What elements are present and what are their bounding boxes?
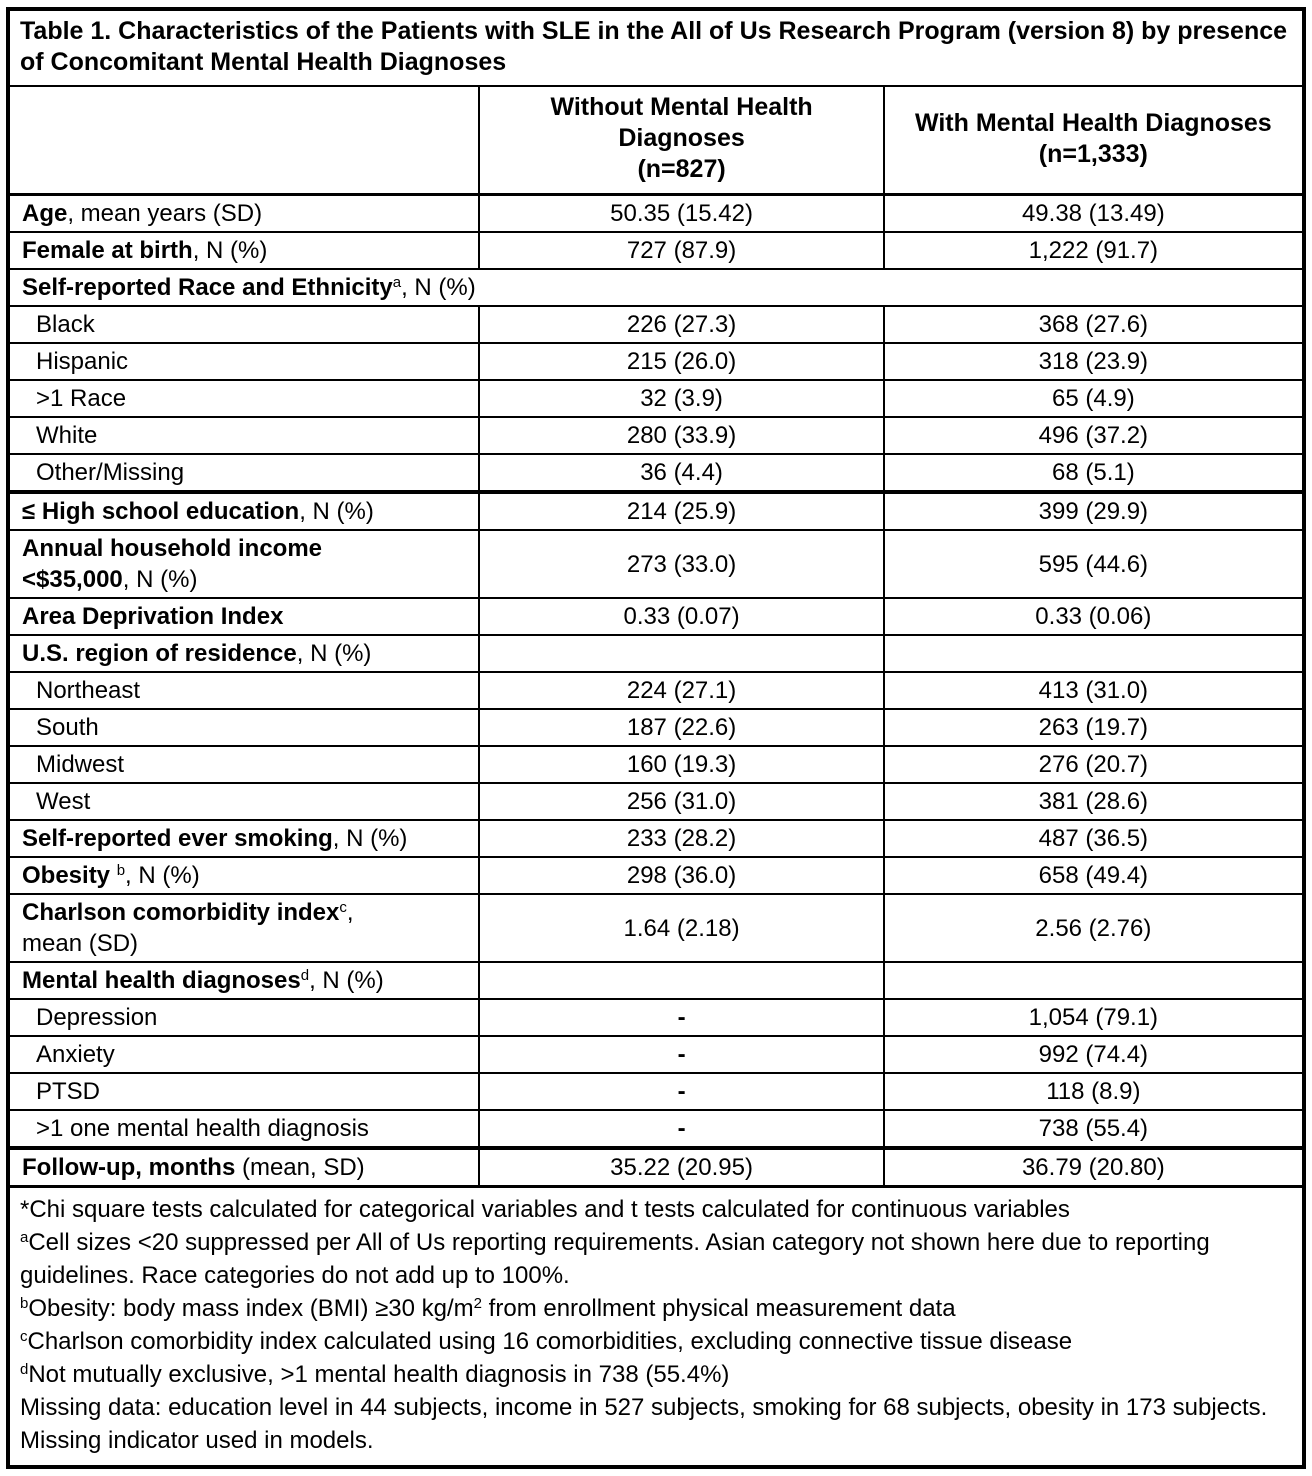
table-row (8, 417, 1304, 454)
text-segment: *Chi square tests calculated for categorical variables and t tests calculated for continuous variables (20, 1196, 1070, 1223)
superscript-marker: a (392, 273, 402, 291)
table-row (8, 1148, 1304, 1187)
table-row (8, 1036, 1304, 1073)
cell-value: 36.79 (20.80) (884, 1148, 1304, 1187)
row-label (8, 709, 479, 746)
cell-value: 32 (3.9) (479, 380, 883, 417)
row-label (8, 232, 479, 269)
text-segment: Self-reported Race and Ethnicity (22, 274, 393, 301)
text-segment: Northeast (36, 677, 141, 704)
table-row (8, 269, 1304, 306)
cell-value: 35.22 (20.95) (479, 1148, 883, 1187)
cell-value: 2.56 (2.76) (884, 894, 1304, 962)
cell-value (479, 962, 883, 999)
cell-value: 263 (19.7) (884, 709, 1304, 746)
text-segment: Follow-up, months (22, 1154, 236, 1181)
cell-value: 233 (28.2) (479, 820, 883, 857)
missing-value-dash: - (677, 1041, 686, 1068)
row-label (8, 1073, 479, 1110)
text-segment: White (36, 422, 98, 449)
text-segment: Charlson comorbidity index calculated using 16 comorbidities, excluding connective tissue disease (27, 1328, 1073, 1355)
text-segment: >1 one mental health diagnosis (36, 1115, 369, 1142)
cell-value (479, 1036, 883, 1073)
table-row (8, 635, 1304, 672)
table-row (8, 672, 1304, 709)
row-label (8, 999, 479, 1036)
text-segment: mean (SD) (22, 930, 139, 957)
column-header-row (8, 86, 1304, 195)
cell-value: 298 (36.0) (479, 857, 883, 894)
table-row (8, 783, 1304, 820)
cell-value: 487 (36.5) (884, 820, 1304, 857)
row-label (8, 1036, 479, 1073)
table-row (8, 598, 1304, 635)
text-segment: Mental health diagnoses (22, 967, 301, 994)
text-segment: ≤ High school education (22, 498, 300, 525)
cell-value: 118 (8.9) (884, 1073, 1304, 1110)
row-label (8, 857, 479, 894)
text-segment: , N (%) (309, 967, 384, 994)
cell-value: 276 (20.7) (884, 746, 1304, 783)
superscript-marker: c (20, 1327, 28, 1345)
cell-value: 738 (55.4) (884, 1110, 1304, 1148)
cell-value: 280 (33.9) (479, 417, 883, 454)
table-row (8, 709, 1304, 746)
text-segment: U.S. region of residence (22, 640, 297, 667)
text-segment: Midwest (36, 751, 125, 778)
table-row (8, 195, 1304, 233)
table-row (8, 380, 1304, 417)
cell-value: 1,222 (91.7) (884, 232, 1304, 269)
text-segment: Obesity: body mass index (BMI) ≥30 kg/m (28, 1295, 474, 1322)
text-segment: Black (36, 311, 95, 338)
row-label (8, 380, 479, 417)
cell-value: 226 (27.3) (479, 306, 883, 343)
text-segment (110, 862, 117, 889)
row-label (8, 492, 479, 530)
row-label (8, 1110, 479, 1148)
column-header-n: (n=827) (637, 155, 726, 183)
header-corner-cell (8, 86, 479, 195)
table-row (8, 820, 1304, 857)
text-segment: Annual household income (22, 535, 323, 562)
table-title: Table 1. Characteristics of the Patients with SLE in the All of Us Research Program (version 8) by presence of Concomitant Mental Health Diagnoses (8, 9, 1304, 86)
table-row (8, 746, 1304, 783)
table-row (8, 454, 1304, 492)
superscript-marker: d (20, 1360, 29, 1378)
row-label (8, 269, 1304, 306)
row-label (8, 820, 479, 857)
text-segment: PTSD (36, 1078, 101, 1105)
row-label (8, 962, 479, 999)
table-row (8, 1110, 1304, 1148)
cell-value (479, 1110, 883, 1148)
text-segment: , N (%) (296, 640, 372, 667)
footnote-line (20, 1358, 1292, 1391)
text-segment: Not mutually exclusive, >1 mental health diagnosis in 738 (55.4%) (28, 1361, 730, 1388)
text-segment: Cell sizes <20 suppressed per All of Us reporting requirements. Asian category not shown here due to reporting guidelines. Race categories do not add up to 100%. (20, 1229, 1210, 1289)
footnote-line (20, 1292, 1292, 1325)
column-header-title: Without Mental Health Diagnoses (550, 93, 813, 152)
superscript-marker: b (20, 1294, 29, 1312)
text-segment: Depression (36, 1004, 158, 1031)
sle-characteristics-table (6, 7, 1306, 1469)
text-segment: (mean, SD) (235, 1154, 365, 1181)
text-segment: , (346, 899, 354, 926)
cell-value: 595 (44.6) (884, 530, 1304, 598)
text-segment: <$35,000 (22, 566, 123, 593)
missing-value-dash: - (677, 1078, 686, 1105)
cell-value (479, 999, 883, 1036)
text-segment: Anxiety (36, 1041, 115, 1068)
column-header-with-mh (884, 86, 1304, 195)
table-row (8, 962, 1304, 999)
cell-value: 187 (22.6) (479, 709, 883, 746)
text-segment: , N (%) (125, 862, 200, 889)
cell-value: 224 (27.1) (479, 672, 883, 709)
text-segment: , N (%) (401, 274, 476, 301)
cell-value: 0.33 (0.06) (884, 598, 1304, 635)
table-row (8, 232, 1304, 269)
text-segment: Area Deprivation Index (22, 603, 284, 630)
text-segment: Female at birth (22, 237, 193, 264)
row-label (8, 635, 479, 672)
text-segment: , N (%) (122, 566, 198, 593)
footnote-line (20, 1391, 1292, 1457)
column-header-without-mh (479, 86, 883, 195)
missing-value-dash: - (677, 1004, 686, 1031)
superscript-marker: a (20, 1228, 29, 1246)
cell-value: 399 (29.9) (884, 492, 1304, 530)
cell-value: 273 (33.0) (479, 530, 883, 598)
text-segment: , mean years (SD) (67, 200, 263, 227)
text-segment: South (36, 714, 99, 741)
cell-value: 1.64 (2.18) (479, 894, 883, 962)
table-row (8, 857, 1304, 894)
cell-value: 318 (23.9) (884, 343, 1304, 380)
column-header-n: (n=1,333) (1038, 139, 1148, 168)
cell-value (884, 635, 1304, 672)
cell-value: 65 (4.9) (884, 380, 1304, 417)
cell-value: 0.33 (0.07) (479, 598, 883, 635)
row-label (8, 783, 479, 820)
text-segment: , N (%) (332, 825, 408, 852)
table-row (8, 306, 1304, 343)
table-row (8, 1073, 1304, 1110)
row-label (8, 746, 479, 783)
superscript-marker: d (300, 966, 310, 984)
table-title-row (8, 9, 1304, 86)
cell-value (884, 962, 1304, 999)
text-segment: Obesity (22, 862, 111, 889)
cell-value: 36 (4.4) (479, 454, 883, 492)
cell-value: 381 (28.6) (884, 783, 1304, 820)
row-label (8, 530, 479, 598)
cell-value: 496 (37.2) (884, 417, 1304, 454)
text-segment: from enrollment physical measurement data (482, 1295, 956, 1322)
cell-value: 368 (27.6) (884, 306, 1304, 343)
row-label (8, 598, 479, 635)
row-label (8, 417, 479, 454)
table-row (8, 343, 1304, 380)
footnotes-row (8, 1187, 1304, 1468)
missing-value-dash: - (677, 1115, 686, 1142)
text-segment: >1 Race (36, 385, 127, 412)
row-label (8, 1148, 479, 1187)
cell-value: 215 (26.0) (479, 343, 883, 380)
row-label (8, 672, 479, 709)
cell-value: 214 (25.9) (479, 492, 883, 530)
footnote-line (20, 1193, 1292, 1226)
text-segment: Other/Missing (36, 459, 185, 486)
text-segment: Age (22, 200, 68, 227)
text-segment: West (36, 788, 91, 815)
superscript-marker: 2 (473, 1294, 483, 1312)
table-row (8, 999, 1304, 1036)
column-header-title: With Mental Health Diagnoses (914, 108, 1272, 137)
cell-value (479, 635, 883, 672)
cell-value: 1,054 (79.1) (884, 999, 1304, 1036)
cell-value: 49.38 (13.49) (884, 195, 1304, 233)
text-segment: Hispanic (36, 348, 129, 375)
text-segment: , N (%) (192, 237, 268, 264)
cell-value: 68 (5.1) (884, 454, 1304, 492)
table-row (8, 530, 1304, 598)
cell-value: 160 (19.3) (479, 746, 883, 783)
footnotes-section (8, 1187, 1304, 1468)
cell-value: 256 (31.0) (479, 783, 883, 820)
footnote-line (20, 1226, 1292, 1292)
cell-value: 727 (87.9) (479, 232, 883, 269)
cell-value (479, 1073, 883, 1110)
text-segment: Missing data: education level in 44 subjects, income in 527 subjects, smoking for 68 subjects, obesity in 173 subjects. Missing indicator used in models. (20, 1394, 1268, 1454)
text-segment: Self-reported ever smoking (22, 825, 333, 852)
text-segment: Charlson comorbidity index (22, 899, 340, 926)
footnote-line (20, 1325, 1292, 1358)
superscript-marker: b (116, 861, 126, 879)
cell-value: 658 (49.4) (884, 857, 1304, 894)
row-label (8, 454, 479, 492)
row-label (8, 195, 479, 233)
text-segment: , N (%) (299, 498, 374, 525)
table-row (8, 894, 1304, 962)
cell-value: 50.35 (15.42) (479, 195, 883, 233)
superscript-marker: c (339, 898, 347, 916)
table-row (8, 492, 1304, 530)
row-label (8, 343, 479, 380)
row-label (8, 306, 479, 343)
cell-value: 992 (74.4) (884, 1036, 1304, 1073)
cell-value: 413 (31.0) (884, 672, 1304, 709)
row-label (8, 894, 479, 962)
